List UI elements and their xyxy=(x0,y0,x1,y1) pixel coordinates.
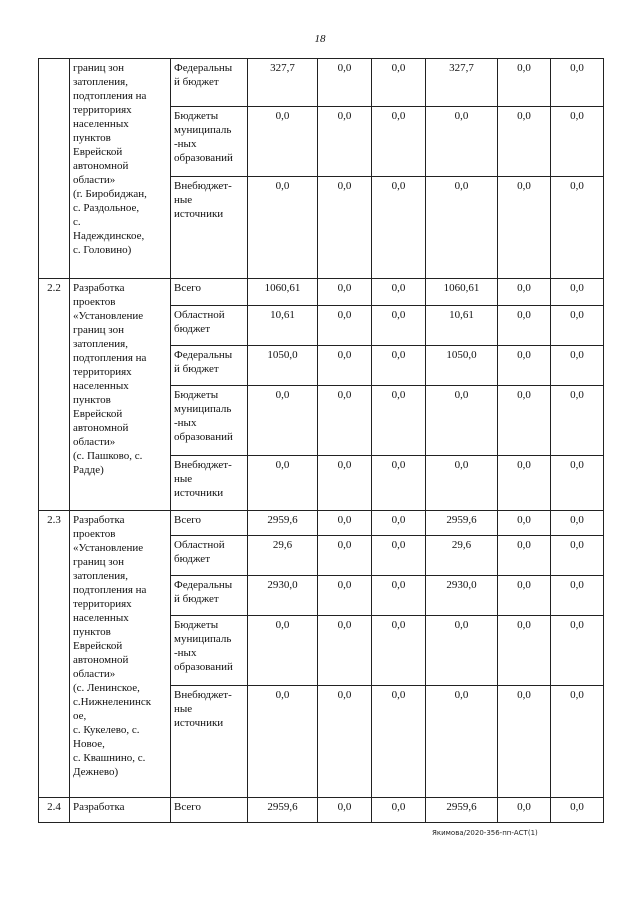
amount-cell: 0,0 xyxy=(551,576,604,616)
table-row xyxy=(39,279,604,306)
amount-cell: 0,0 xyxy=(426,177,498,279)
item-number-cell xyxy=(39,59,70,279)
amount-cell: 0,0 xyxy=(498,279,551,306)
amount-cell: 0,0 xyxy=(426,456,498,511)
amount-cell: 0,0 xyxy=(551,386,604,456)
amount-cell: 0,0 xyxy=(498,798,551,823)
amount-cell: 0,0 xyxy=(248,386,318,456)
amount-cell: 0,0 xyxy=(498,177,551,279)
amount-cell: 0,0 xyxy=(318,346,372,386)
item-description-text: границ зон затопления, подтопления на территориях населенных пунктов Еврейской автономной области» (г. Биробиджан, с. Раздольное, с. Надеждинское, с. Головино) xyxy=(73,62,147,256)
amount-cell: 0,0 xyxy=(318,798,372,823)
amount-cell: 0,0 xyxy=(551,686,604,798)
amount-cell: 0,0 xyxy=(318,107,372,177)
amount-cell: 2959,6 xyxy=(426,511,498,536)
funding-source-text: Всего xyxy=(174,514,201,526)
amount-cell: 0,0 xyxy=(372,686,426,798)
amount-cell: 0,0 xyxy=(551,279,604,306)
amount-cell: 0,0 xyxy=(318,386,372,456)
amount-cell: 0,0 xyxy=(498,306,551,346)
amount-cell: 0,0 xyxy=(372,306,426,346)
funding-source-text: Всего xyxy=(174,282,201,294)
amount-cell: 0,0 xyxy=(372,346,426,386)
funding-source-text: Бюджеты муниципаль -ных образований xyxy=(174,619,233,673)
amount-cell: 0,0 xyxy=(248,177,318,279)
amount-cell: 0,0 xyxy=(372,456,426,511)
amount-cell: 0,0 xyxy=(551,107,604,177)
amount-cell: 1060,61 xyxy=(248,279,318,306)
amount-cell: 0,0 xyxy=(318,511,372,536)
amount-cell: 2930,0 xyxy=(248,576,318,616)
funding-source-text: Бюджеты муниципаль -ных образований xyxy=(174,110,233,164)
funding-source-cell xyxy=(171,59,248,107)
funding-source-text: Областной бюджет xyxy=(174,539,225,565)
amount-cell: 10,61 xyxy=(248,306,318,346)
amount-cell: 0,0 xyxy=(248,616,318,686)
amount-cell: 0,0 xyxy=(372,576,426,616)
amount-cell: 29,6 xyxy=(248,536,318,576)
table-row xyxy=(39,59,604,107)
amount-cell: 0,0 xyxy=(498,576,551,616)
amount-cell: 0,0 xyxy=(248,686,318,798)
amount-cell: 0,0 xyxy=(426,386,498,456)
amount-cell: 10,61 xyxy=(426,306,498,346)
item-number-cell: 2.2 xyxy=(39,279,70,511)
funding-source-text: Бюджеты муниципаль -ных образований xyxy=(174,389,233,443)
amount-cell: 29,6 xyxy=(426,536,498,576)
funding-source-text: Областной бюджет xyxy=(174,309,225,335)
amount-cell: 327,7 xyxy=(426,59,498,107)
amount-cell: 0,0 xyxy=(318,576,372,616)
amount-cell: 0,0 xyxy=(498,511,551,536)
amount-cell: 0,0 xyxy=(551,456,604,511)
budget-table xyxy=(38,58,604,823)
amount-cell: 0,0 xyxy=(372,511,426,536)
document-footer: Якимова/2020-356-пп-АСТ(1) xyxy=(432,829,538,837)
amount-cell: 0,0 xyxy=(248,107,318,177)
funding-source-cell xyxy=(171,511,248,536)
item-description-text: Разработка проектов «Установление границ зон затопления, подтопления на территориях населенных пунктов Еврейской автономной области» (с. Ленинское, с.Нижнеленинск ое, с. Кукелево, с. Новое, с. Квашнино, с. Дежнево) xyxy=(73,514,152,778)
funding-source-text: Федеральны й бюджет xyxy=(174,579,233,605)
amount-cell: 0,0 xyxy=(372,177,426,279)
amount-cell: 2959,6 xyxy=(248,511,318,536)
item-description-text: Разработка xyxy=(73,801,125,813)
amount-cell: 0,0 xyxy=(318,456,372,511)
amount-cell: 1060,61 xyxy=(426,279,498,306)
funding-source-cell xyxy=(171,279,248,306)
amount-cell: 0,0 xyxy=(426,686,498,798)
item-description-cell xyxy=(70,798,171,823)
item-description-cell xyxy=(70,511,171,798)
amount-cell: 0,0 xyxy=(318,177,372,279)
amount-cell: 0,0 xyxy=(551,798,604,823)
amount-cell: 2930,0 xyxy=(426,576,498,616)
amount-cell: 0,0 xyxy=(498,346,551,386)
amount-cell: 0,0 xyxy=(248,456,318,511)
funding-source-cell xyxy=(171,346,248,386)
funding-source-cell xyxy=(171,456,248,511)
amount-cell: 2959,6 xyxy=(248,798,318,823)
item-number-cell: 2.4 xyxy=(39,798,70,823)
amount-cell: 0,0 xyxy=(551,511,604,536)
funding-source-text: Федеральны й бюджет xyxy=(174,62,233,88)
amount-cell: 0,0 xyxy=(318,306,372,346)
funding-source-cell xyxy=(171,798,248,823)
page-number: 18 xyxy=(314,33,326,45)
amount-cell: 1050,0 xyxy=(248,346,318,386)
funding-source-cell xyxy=(171,386,248,456)
funding-source-cell xyxy=(171,107,248,177)
amount-cell: 0,0 xyxy=(372,798,426,823)
amount-cell: 0,0 xyxy=(498,386,551,456)
funding-source-cell xyxy=(171,536,248,576)
amount-cell: 0,0 xyxy=(498,686,551,798)
amount-cell: 0,0 xyxy=(498,456,551,511)
amount-cell: 0,0 xyxy=(372,616,426,686)
amount-cell: 2959,6 xyxy=(426,798,498,823)
amount-cell: 327,7 xyxy=(248,59,318,107)
amount-cell: 0,0 xyxy=(551,346,604,386)
amount-cell: 0,0 xyxy=(426,616,498,686)
amount-cell: 0,0 xyxy=(426,107,498,177)
funding-source-cell xyxy=(171,616,248,686)
funding-source-text: Внебюджет- ные источники xyxy=(174,689,232,729)
funding-source-cell xyxy=(171,576,248,616)
amount-cell: 0,0 xyxy=(498,616,551,686)
amount-cell: 0,0 xyxy=(551,536,604,576)
item-description-cell xyxy=(70,59,171,279)
item-description-cell xyxy=(70,279,171,511)
amount-cell: 0,0 xyxy=(551,177,604,279)
amount-cell: 0,0 xyxy=(372,59,426,107)
funding-source-text: Всего xyxy=(174,801,201,813)
amount-cell: 0,0 xyxy=(372,536,426,576)
funding-source-text: Внебюджет- ные источники xyxy=(174,180,232,220)
funding-source-text: Внебюджет- ные источники xyxy=(174,459,232,499)
amount-cell: 0,0 xyxy=(318,686,372,798)
amount-cell: 0,0 xyxy=(551,59,604,107)
funding-source-cell xyxy=(171,686,248,798)
funding-source-text: Федеральны й бюджет xyxy=(174,349,233,375)
amount-cell: 0,0 xyxy=(318,279,372,306)
amount-cell: 0,0 xyxy=(551,306,604,346)
funding-source-cell xyxy=(171,306,248,346)
item-number-cell: 2.3 xyxy=(39,511,70,798)
item-description-text: Разработка проектов «Установление границ зон затопления, подтопления на территориях населенных пунктов Еврейской автономной области» (с. Пашково, с. Радде) xyxy=(73,282,147,476)
table-row xyxy=(39,511,604,536)
amount-cell: 0,0 xyxy=(318,59,372,107)
table-row xyxy=(39,798,604,823)
amount-cell: 0,0 xyxy=(498,59,551,107)
amount-cell: 0,0 xyxy=(372,279,426,306)
amount-cell: 0,0 xyxy=(498,536,551,576)
amount-cell: 0,0 xyxy=(551,616,604,686)
amount-cell: 0,0 xyxy=(372,107,426,177)
amount-cell: 1050,0 xyxy=(426,346,498,386)
amount-cell: 0,0 xyxy=(318,536,372,576)
amount-cell: 0,0 xyxy=(318,616,372,686)
amount-cell: 0,0 xyxy=(498,107,551,177)
amount-cell: 0,0 xyxy=(372,386,426,456)
funding-source-cell xyxy=(171,177,248,279)
